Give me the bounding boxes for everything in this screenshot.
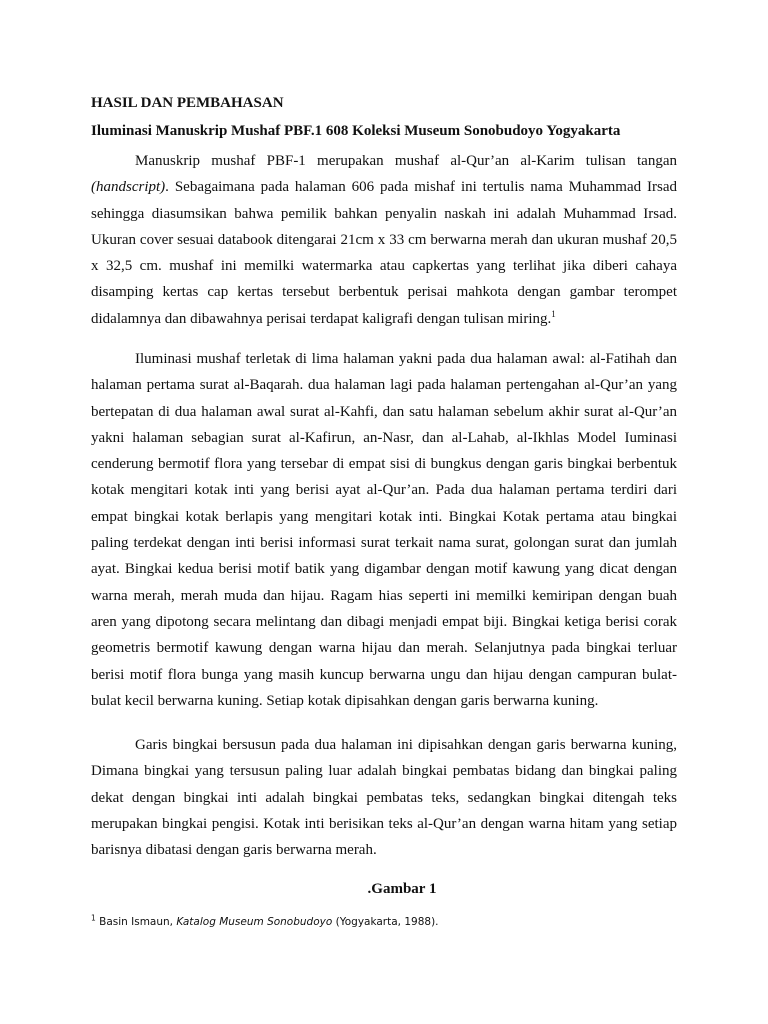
footnote-author: Basin Ismaun, [95,916,177,928]
paragraph-1-text-a: Manuskrip mushaf PBF-1 merupakan mushaf al-Qur’an al-Karim tulisan tangan [135,153,677,169]
paragraph-1 [91,148,677,332]
footnote-title: Katalog Museum Sonobudoyo [176,916,333,928]
footnote [91,915,439,929]
section-heading: HASIL DAN PEMBAHASAN [91,95,284,111]
paragraph-2: Iluminasi mushaf terletak di lima halaman yakni pada dua halaman awal: al-Fatihah dan halaman pertama surat al-Baqarah. dua halaman lagi pada halaman pertengahan al-Qur’an yang bertepatan di dua halaman awal surat al-Kahfi, dan satu halaman sebelum akhir surat al-Qur’an yakni halaman sebagian surat al-Kafirun, an-Nasr, dan al-Lahab, al-Ikhlas Model Iuminasi cenderung bermotif flora yang tersebar di empat sisi di bungkus dengan garis bingkai berbentuk kotak mengitari kotak inti yang berisi ayat al-Qur’an. Pada dua halaman pertama terdiri dari empat bingkai kotak berlapis yang mengitari kotak inti. Bingkai Kotak pertama atau bingkai paling terdekat dengan inti berisi informasi surat terkait nama surat, golongan surat dan jumlah ayat. Bingkai kedua berisi motif batik yang digambar dengan motif kawung yang dicat dengan warna merah, merah muda dan hijau. Ragam hias seperti ini memilki kemiripan dengan buah aren yang dipotong secara melintang dan dibagi menjadi empat biji. Bingkai ketiga berisi corak geometris bermotif kawung dengan warna hijau dan merah. Selanjutnya pada bingkai terluar berisi motif flora bunga yang masih kuncup berwarna ungu dan hijau dengan campuran bulat-bulat kecil berwarna kuning. Setiap kotak dipisahkan dengan garis berwarna kuning. [91,351,677,709]
figure-caption [0,880,768,898]
figure-caption-text: .Gambar 1 [367,881,437,897]
footnote-number: 1 [91,913,96,923]
paragraph-1-text-b: . Sebagaimana pada halaman 606 pada mishaf ini tertulis nama Muhammad Irsad sehingga diasumsikan bahwa pemilik bahkan penyalin naskah ini adalah Muhammad Irsad. Ukuran cover sesuai databook ditengarai 21cm x 33 cm berwarna merah dan ukuran mushaf 20,5 x 32,5 cm. mushaf ini memilki watermarka atau capkertas yang terlihat jika diberi cahaya disamping kertas cap kertas tersebut berbentuk perisai mahkota dengan gambar terompet didalamnya dan dibawahnya perisai terdapat kaligrafi dengan tulisan miring. [91,179,677,327]
paragraph-3: Garis bingkai bersusun pada dua halaman ini dipisahkan dengan garis berwarna kuning, Dimana bingkai yang tersusun paling luar adalah bingkai pembatas bidang dan bingkai paling dekat dengan bingkai inti adalah bingkai pembatas teks, sedangkan bingkai ditengah teks merupakan bingkai pengisi. Kotak inti berisikan teks al-Qur’an dengan warna hitam yang setiap barisnya dibatasi dengan garis berwarna merah. [91,737,677,859]
subsection-heading: Iluminasi Manuskrip Mushaf PBF.1 608 Koleksi Museum Sonobudoyo Yogyakarta [91,123,621,139]
footnote-details: (Yogyakarta, 1988). [332,916,439,928]
paragraph-1-italic-term: (handscript) [91,179,166,196]
footnote-reference[interactable]: 1 [551,308,556,319]
